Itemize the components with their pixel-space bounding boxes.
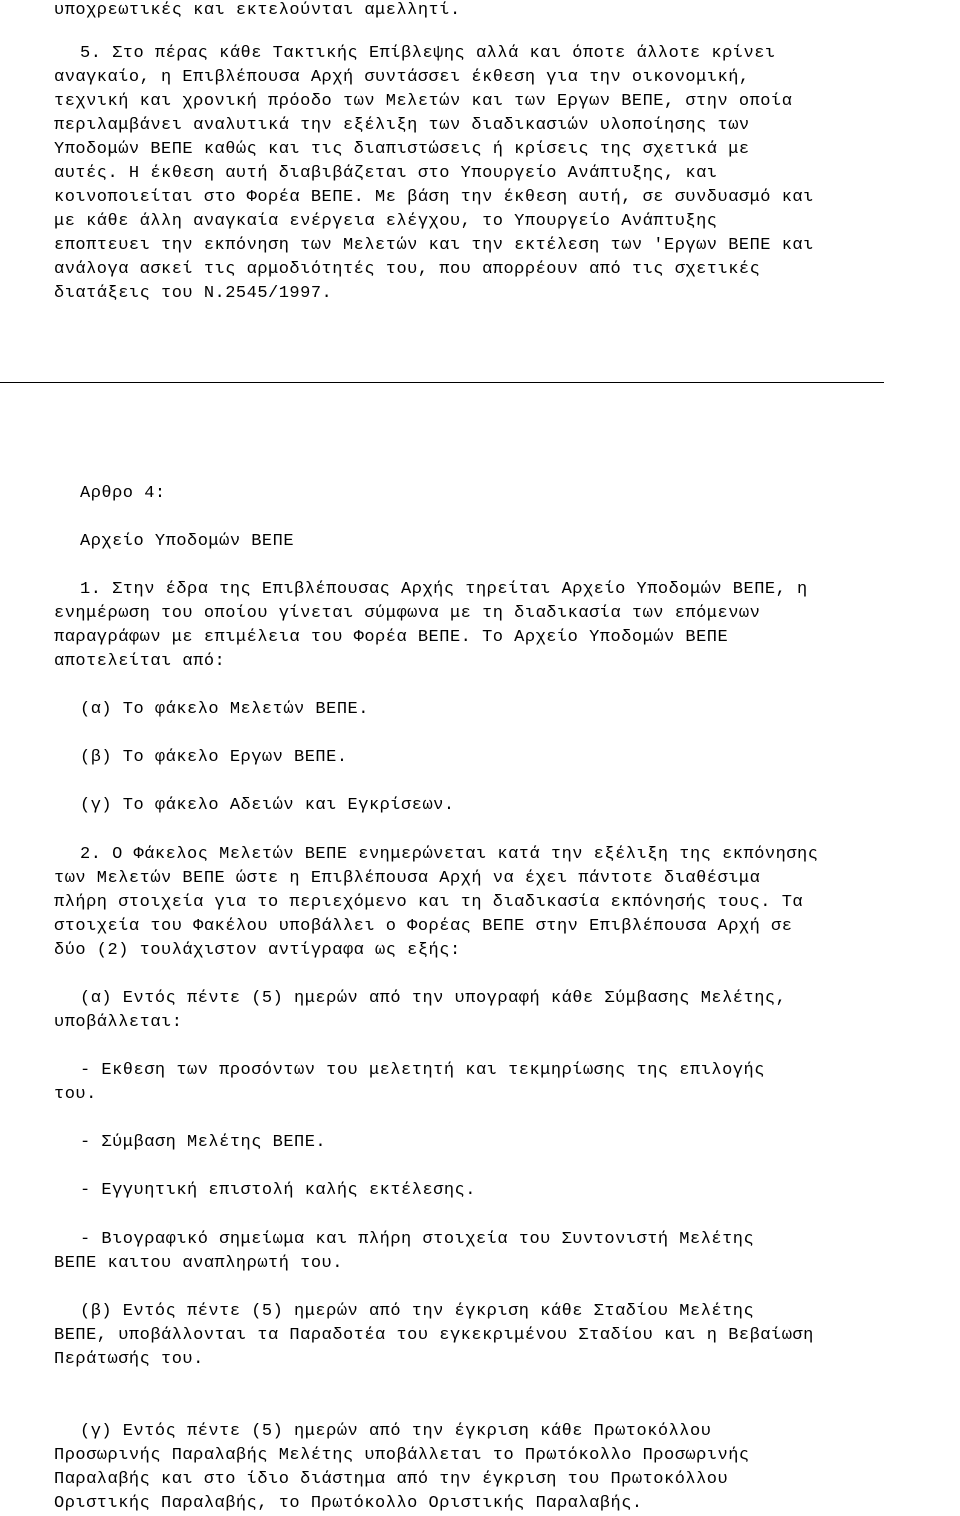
text-line: ΒΕΠΕ, υποβάλλονται τα Παραδοτέα του εγκεκριμένου Σταδίου και η Βεβαίωση: [54, 1326, 814, 1345]
text-line: εποπτευει την εκπόνηση των Μελετών και την εκτέλεση των 'Εργων ΒΕΠΕ και: [54, 236, 814, 255]
text-line: (α) Εντός πέντε (5) ημερών από την υπογραφή κάθε Σύμβασης Μελέτης,: [80, 989, 787, 1008]
text-line: του.: [54, 1085, 97, 1104]
text-line: δύο (2) τουλάχιστον αντίγραφα ως εξής:: [54, 941, 461, 960]
text-line: υποβάλλεται:: [54, 1013, 183, 1032]
text-line: Παραλαβής και στο ίδιο διάστημα από την έγκριση του Πρωτοκόλλου: [54, 1470, 729, 1489]
list-item: (γ) Το φάκελο Αδειών και Εγκρίσεων.: [80, 796, 455, 815]
text-line: διατάξεις του Ν.2545/1997.: [54, 284, 333, 303]
list-item: - Εγγυητική επιστολή καλής εκτέλεσης.: [80, 1181, 476, 1200]
text-line: με κάθε άλλη αναγκαία ενέργεια ελέγχου, το Υπουργείο Ανάπτυξης: [54, 212, 718, 231]
article-heading: Αρθρο 4:: [80, 484, 166, 503]
text-line: (γ) Εντός πέντε (5) ημερών από την έγκριση κάθε Πρωτοκόλλου: [80, 1422, 712, 1441]
text-line: πλήρη στοιχεία για το περιεχόμενο και τη διαδικασία εκπόνησής τους. Τα: [54, 893, 804, 912]
list-item: - Σύμβαση Μελέτης ΒΕΠΕ.: [80, 1133, 327, 1152]
text-line: (β) Εντός πέντε (5) ημερών από την έγκριση κάθε Σταδίου Μελέτης: [80, 1302, 755, 1321]
list-item: (β) Το φάκελο Εργων ΒΕΠΕ.: [80, 748, 348, 767]
text-line: ανάλογα ασκεί τις αρμοδιότητές του, που απορρέουν από τις σχετικές: [54, 260, 761, 279]
text-line: Οριστικής Παραλαβής, το Πρωτόκολλο Οριστικής Παραλαβής.: [54, 1494, 643, 1513]
text-line: περιλαμβάνει αναλυτικά την εξέλιξη των διαδικασιών υλοποίησης των: [54, 116, 750, 135]
text-line: Υποδομών ΒΕΠΕ καθώς και τις διαπιστώσεις ή κρίσεις της σχετικά με: [54, 140, 750, 159]
text-line: ΒΕΠΕ καιτου αναπληρωτή του.: [54, 1254, 343, 1273]
list-item: - Εκθεση των προσόντων του μελετητή και τεκμηρίωσης της επιλογής: [80, 1061, 765, 1080]
list-item: (α) Το φάκελο Μελετών ΒΕΠΕ.: [80, 700, 369, 719]
text-line: υποχρεωτικές και εκτελούνται αμελλητί.: [54, 1, 461, 20]
text-line: των Μελετών ΒΕΠΕ ώστε η Επιβλέπουσα Αρχή να έχει πάντοτε διαθέσιμα: [54, 869, 761, 888]
text-line: αυτές. Η έκθεση αυτή διαβιβάζεται στο Υπουργείο Ανάπτυξης, και: [54, 164, 718, 183]
text-line: 2. Ο Φάκελος Μελετών ΒΕΠΕ ενημερώνεται κατά την εξέλιξη της εκπόνησης: [80, 845, 819, 864]
text-line: Περάτωσής του.: [54, 1350, 204, 1369]
text-line: στοιχεία του Φακέλου υποβάλλει ο Φορέας ΒΕΠΕ στην Επιβλέπουσα Αρχή σε: [54, 917, 793, 936]
text-line: 5. Στο πέρας κάθε Τακτικής Επίβλεψης αλλά και όποτε άλλοτε κρίνει: [80, 44, 776, 63]
text-line: Προσωρινής Παραλαβής Μελέτης υποβάλλεται το Πρωτόκολλο Προσωρινής: [54, 1446, 750, 1465]
horizontal-rule: [0, 382, 884, 383]
text-line: 1. Στην έδρα της Επιβλέπουσας Αρχής τηρείται Αρχείο Υποδομών ΒΕΠΕ, η: [80, 580, 808, 599]
text-line: ενημέρωση του οποίου γίνεται σύμφωνα με τη διαδικασία των επόμενων: [54, 604, 761, 623]
article-title: Αρχείο Υποδομών ΒΕΠΕ: [80, 532, 295, 551]
text-line: τεχνική και χρονική πρόοδο των Μελετών και των Εργων ΒΕΠΕ, στην οποία: [54, 92, 793, 111]
text-line: αποτελείται από:: [54, 652, 226, 671]
text-line: παραγράφων με επιμέλεια του Φορέα ΒΕΠΕ. Το Αρχείο Υποδομών ΒΕΠΕ: [54, 628, 729, 647]
text-line: αναγκαίο, η Επιβλέπουσα Αρχή συντάσσει έκθεση για την οικονομική,: [54, 68, 750, 87]
list-item: - Βιογραφικό σημείωμα και πλήρη στοιχεία του Συντονιστή Μελέτης: [80, 1230, 755, 1249]
text-line: κοινοποιείται στο Φορέα ΒΕΠΕ. Με βάση την έκθεση αυτή, σε συνδυασμό και: [54, 188, 814, 207]
